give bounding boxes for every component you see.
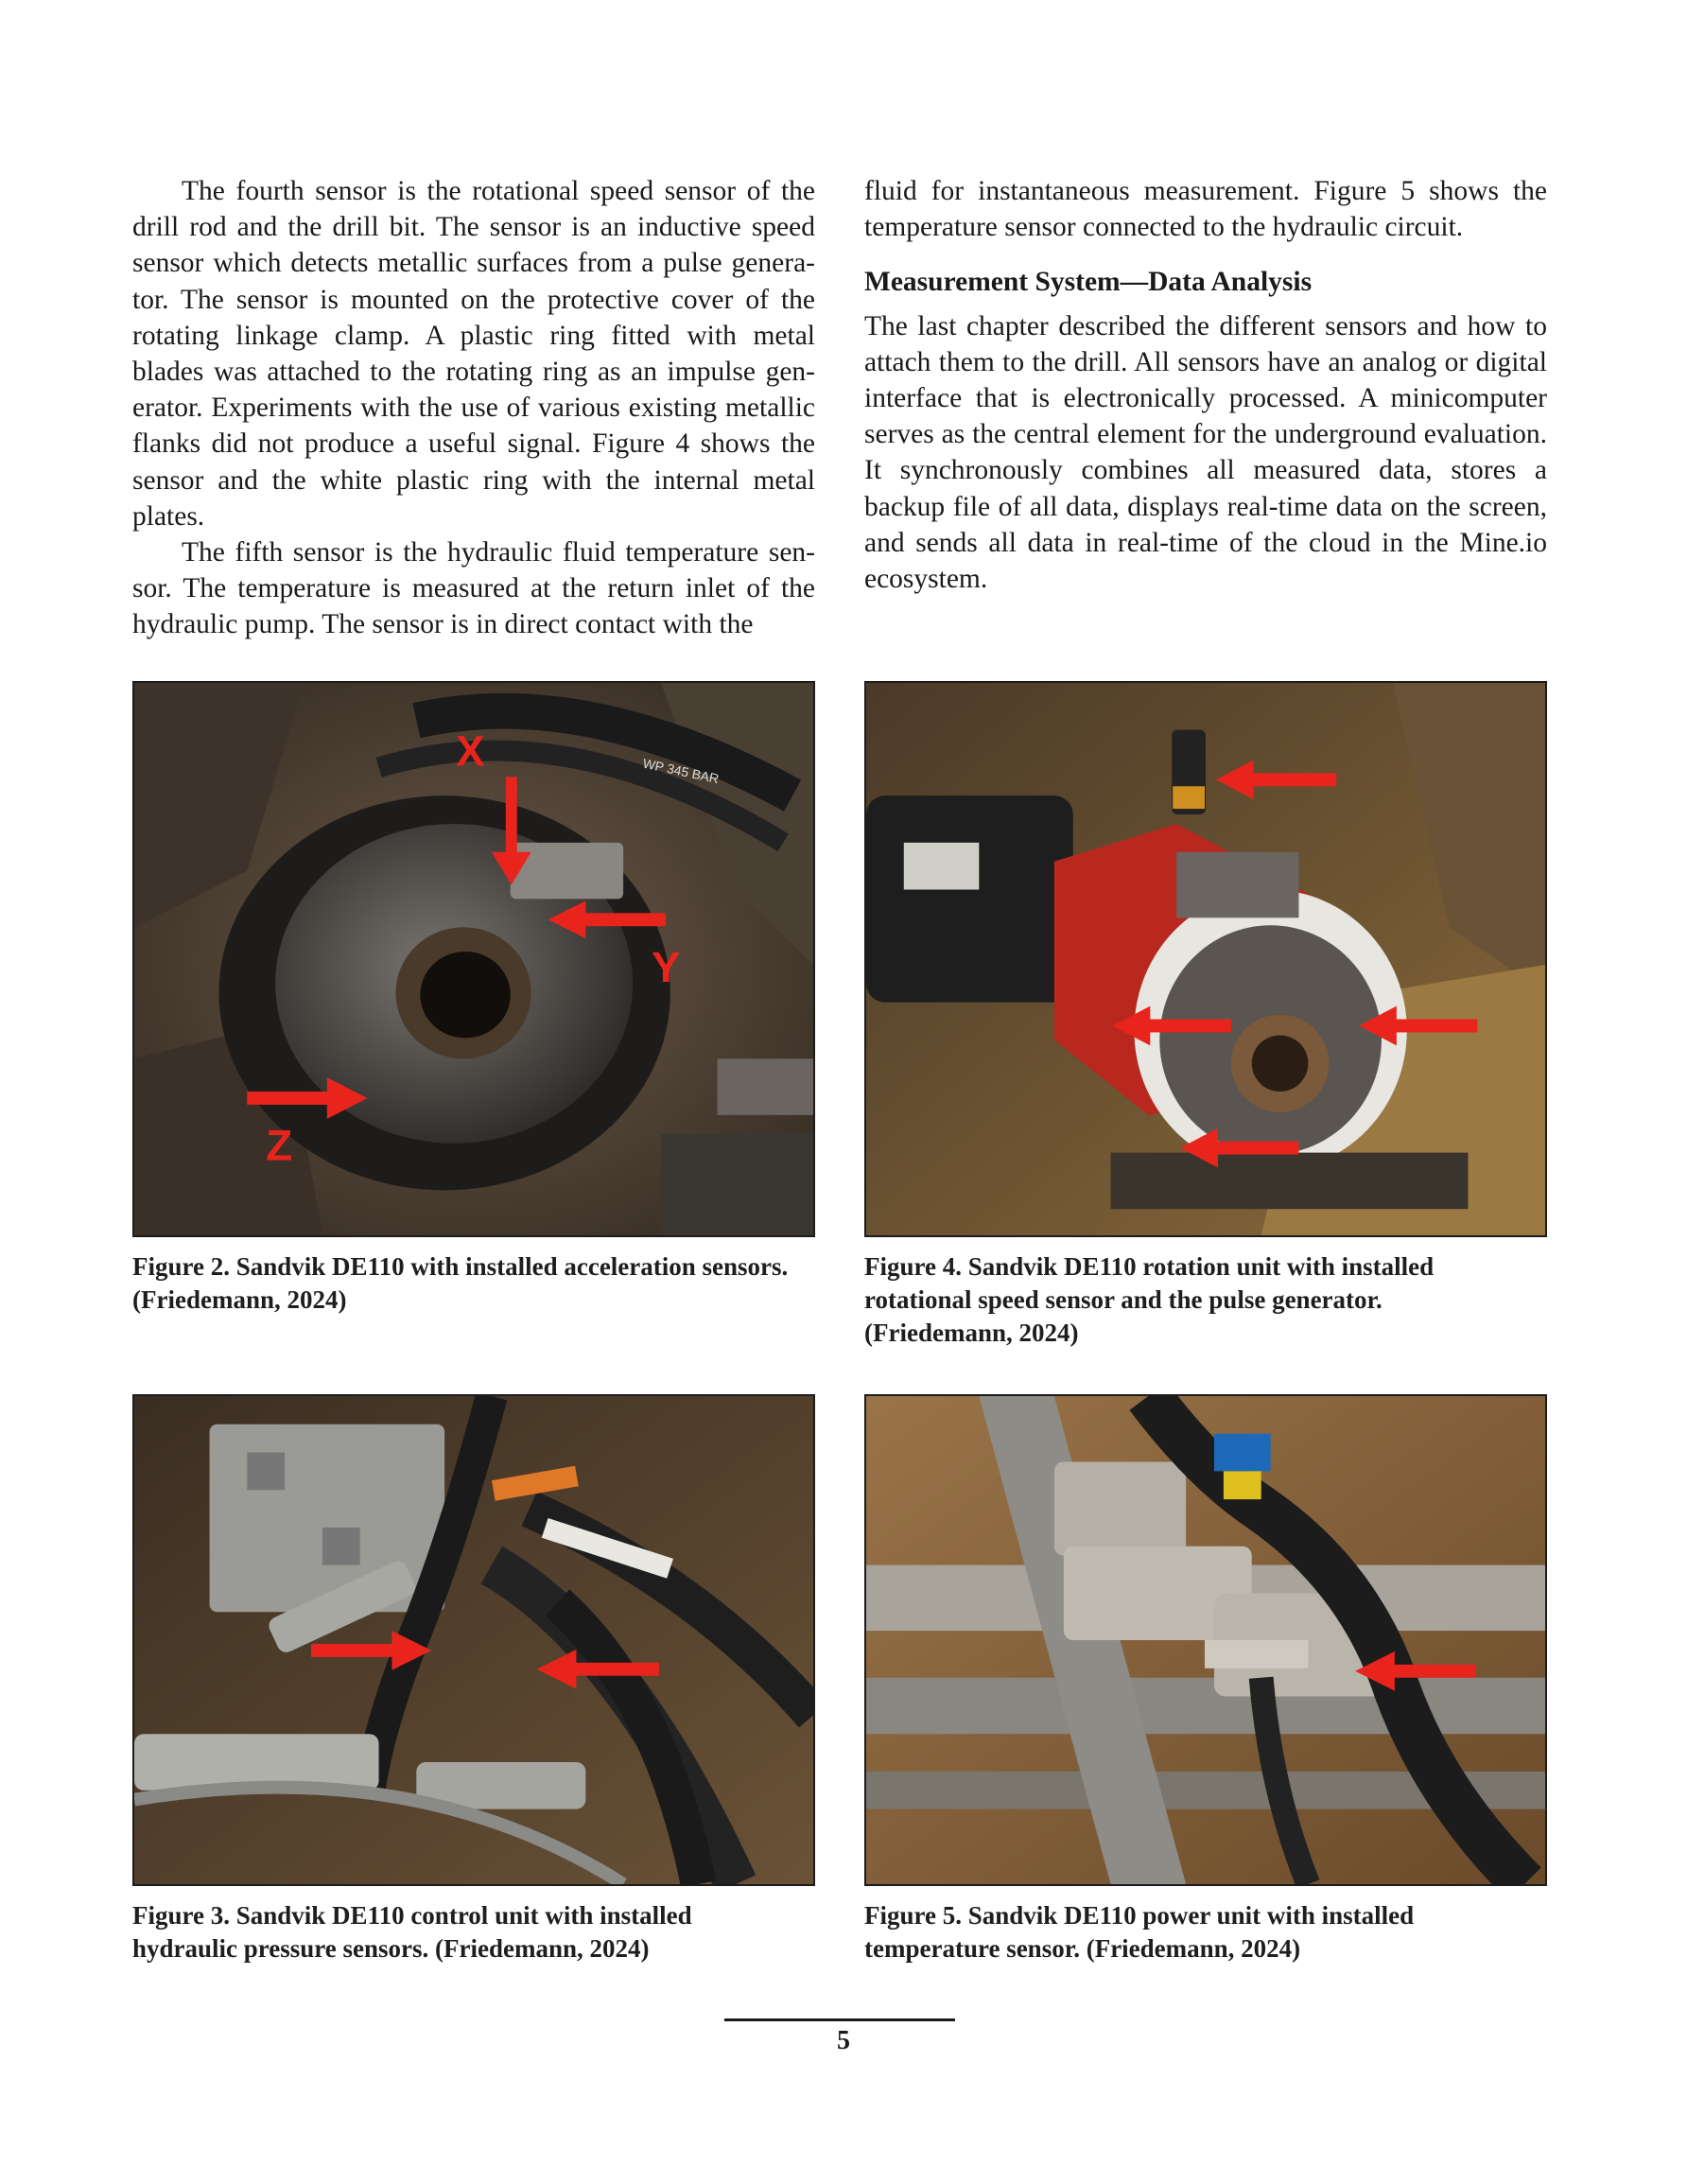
- figure-2: [132, 681, 815, 1317]
- footer-rule: [724, 2018, 955, 2021]
- paragraph-temperature-sensor: The fifth sensor is the hydraulic fluid temperature sensor. The temperature is measured at the return inlet of the hydraulic pump. The sensor is in direct contact with the: [132, 537, 815, 640]
- drill-acceleration-sensors-image: [134, 683, 813, 1235]
- hose-print: WP 345 BAR: [641, 755, 721, 787]
- caption-line: Figure 2. Sandvik DE110 with installed acceleration sensors.: [132, 1252, 789, 1281]
- label-z: Z: [266, 1121, 293, 1170]
- caption-line: rotational speed sensor and the pulse generator.: [864, 1285, 1383, 1314]
- control-unit-image: [134, 1396, 813, 1884]
- figure-2-photo: [132, 681, 815, 1237]
- page-number: 5: [837, 2026, 850, 2055]
- caption-line: temperature sensor. (Friedemann, 2024): [864, 1934, 1301, 1963]
- power-unit-image: [866, 1396, 1545, 1884]
- label-y: Y: [651, 942, 681, 991]
- figure-4-caption: [864, 1250, 1547, 1350]
- figure-3-caption: [132, 1899, 815, 1966]
- figure-5: [864, 1394, 1547, 1966]
- caption-line: (Friedemann, 2024): [864, 1319, 1079, 1347]
- left-text-column: [132, 173, 815, 643]
- figure-4-photo: [864, 681, 1547, 1237]
- figure-5-caption: [864, 1899, 1547, 1966]
- figure-3-photo: [132, 1394, 815, 1886]
- paragraph-data-analysis: The last chapter described the different sensors and how to attach them to the drill. All sensors have an analog or digital interface that is electronically processed. A minicomputer serves as the central element for the underground evaluation. It synchronously combines all measured data, stores a backup file of all data, displays real-time data on the screen, and sends all data in real-time of the cloud in the Mine.io ecosystem.: [864, 310, 1547, 595]
- caption-line: Figure 3. Sandvik DE110 control unit with installed: [132, 1901, 692, 1930]
- caption-line: Figure 5. Sandvik DE110 power unit with installed: [864, 1901, 1415, 1930]
- label-x: X: [456, 726, 485, 776]
- right-text-column: [864, 173, 1547, 597]
- figure-4: [864, 681, 1547, 1350]
- section-heading: Measurement System—Data Analysis: [864, 267, 1313, 298]
- figure-5-photo: [864, 1394, 1547, 1886]
- caption-line: Figure 4. Sandvik DE110 rotation unit with installed: [864, 1252, 1435, 1281]
- rotation-unit-image: [866, 683, 1545, 1235]
- figure-3: [132, 1394, 815, 1966]
- paragraph-continued: fluid for instantaneous measurement. Figure 5 shows the temperature sensor connected to the hydraulic circuit.: [864, 176, 1547, 243]
- figure-2-caption: [132, 1250, 815, 1317]
- caption-line: hydraulic pressure sensors. (Friedemann, 2024): [132, 1934, 650, 1963]
- caption-line: (Friedemann, 2024): [132, 1285, 347, 1314]
- paragraph-rotational-speed-sensor: The fourth sensor is the rotational speed sensor of the drill rod and the drill bit. The sensor is an inductive speed sensor which detects metallic surfaces from a pulse generator. The sensor is mounted on the protective cover of the rotating linkage clamp. A plastic ring fitted with metal blades was attached to the rotating ring as an impulse generator. Experiments with the use of various existing metallic flanks did not produce a useful signal. Figure 4 shows the sensor and the white plastic ring with the internal metal plates.: [132, 176, 815, 532]
